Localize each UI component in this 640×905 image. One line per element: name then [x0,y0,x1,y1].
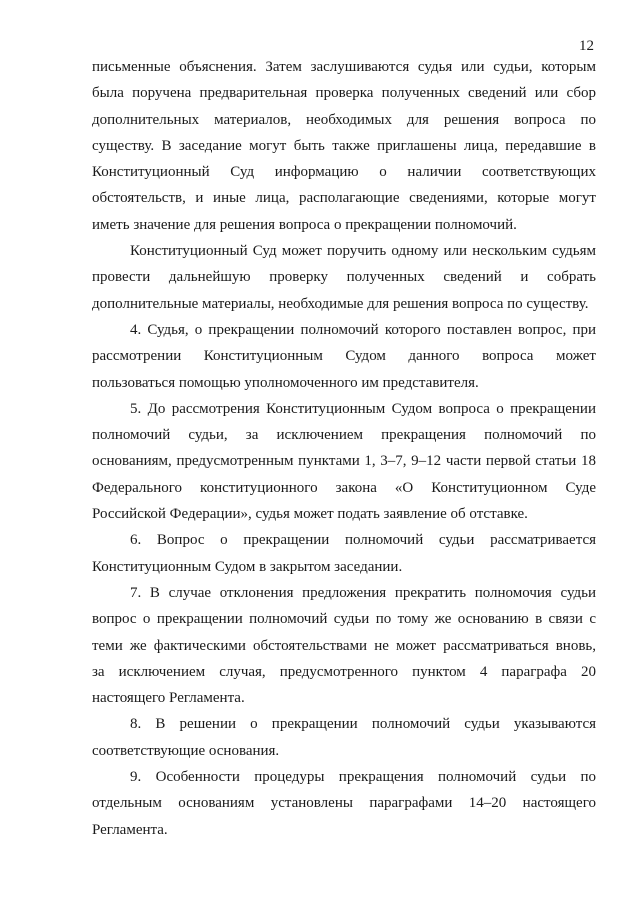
text-line: Конституционный Суд может поручить одному или нескольким судьям [130,243,596,260]
text-line: существу. В заседание могут быть также приглашены лица, передавшие в [92,137,596,154]
text-line: 5. До рассмотрения Конституционным Судом вопроса о прекращении [130,400,596,417]
text-line: письменные объяснения. Затем заслушиваются судья или судьи, которым [92,59,596,75]
body-text [92,54,596,843]
paragraph [92,580,596,711]
page-number: 12 [579,38,594,54]
text-line: была поручена предварительная проверка полученных сведений или сбор [92,85,596,102]
text-line: 6. Вопрос о прекращении полномочий судьи рассматривается [130,532,596,549]
text-line: иметь значение для решения вопроса о прекращении полномочий. [92,216,517,233]
text-line: провести дальнейшую проверку полученных сведений и собрать [92,269,596,286]
text-line: Конституционным Судом в закрытом заседании. [92,558,403,575]
text-line: отдельным основаниям установлены параграфами 14–20 настоящего [92,795,596,812]
text-line: рассмотрении Конституционным Судом данного вопроса может [92,348,596,365]
text-line: Регламента. [92,821,168,838]
paragraph [92,527,596,580]
text-line: настоящего Регламента. [92,690,245,707]
text-line: теми же фактическими обстоятельствами не может рассматриваться вновь, [92,637,596,654]
text-line: Российской Федерации», судья может подать заявление об отставке. [92,506,528,523]
paragraph [92,396,596,527]
text-line: Федерального конституционного закона «О Конституционном Суде [92,479,596,496]
paragraph [92,711,596,764]
paragraph [92,317,596,396]
text-line: 7. В случае отклонения предложения прекратить полномочия судьи [130,584,596,601]
text-line: соответствующие основания. [92,742,280,759]
text-line: основаниям, предусмотренным пунктами 1, 3–7, 9–12 части первой статьи 18 [92,453,596,470]
text-line: 9. Особенности процедуры прекращения полномочий судьи по [130,769,596,786]
text-line: дополнительные материалы, необходимые для решения вопроса по существу. [92,295,589,312]
text-line: Конституционный Суд информацию о наличии соответствующих [92,164,596,181]
text-line: за исключением случая, предусмотренного пунктом 4 параграфа 20 [92,663,596,680]
text-line: 4. Судья, о прекращении полномочий которого поставлен вопрос, при [130,321,596,338]
text-line: дополнительных материалов, необходимых для решения вопроса по [92,111,596,128]
text-line: обстоятельств, и иные лица, располагающие сведениями, которые могут [92,190,596,207]
text-line: пользоваться помощью уполномоченного им представителя. [92,374,479,391]
paragraph [92,764,596,843]
text-line: полномочий судьи, за исключением прекращения полномочий по [92,427,596,444]
paragraph [92,238,596,317]
text-line: 8. В решении о прекращении полномочий судьи указываются [130,716,596,733]
text-line: вопрос о прекращении полномочий судьи по тому же основанию в связи с [92,611,596,628]
paragraph [92,54,596,238]
